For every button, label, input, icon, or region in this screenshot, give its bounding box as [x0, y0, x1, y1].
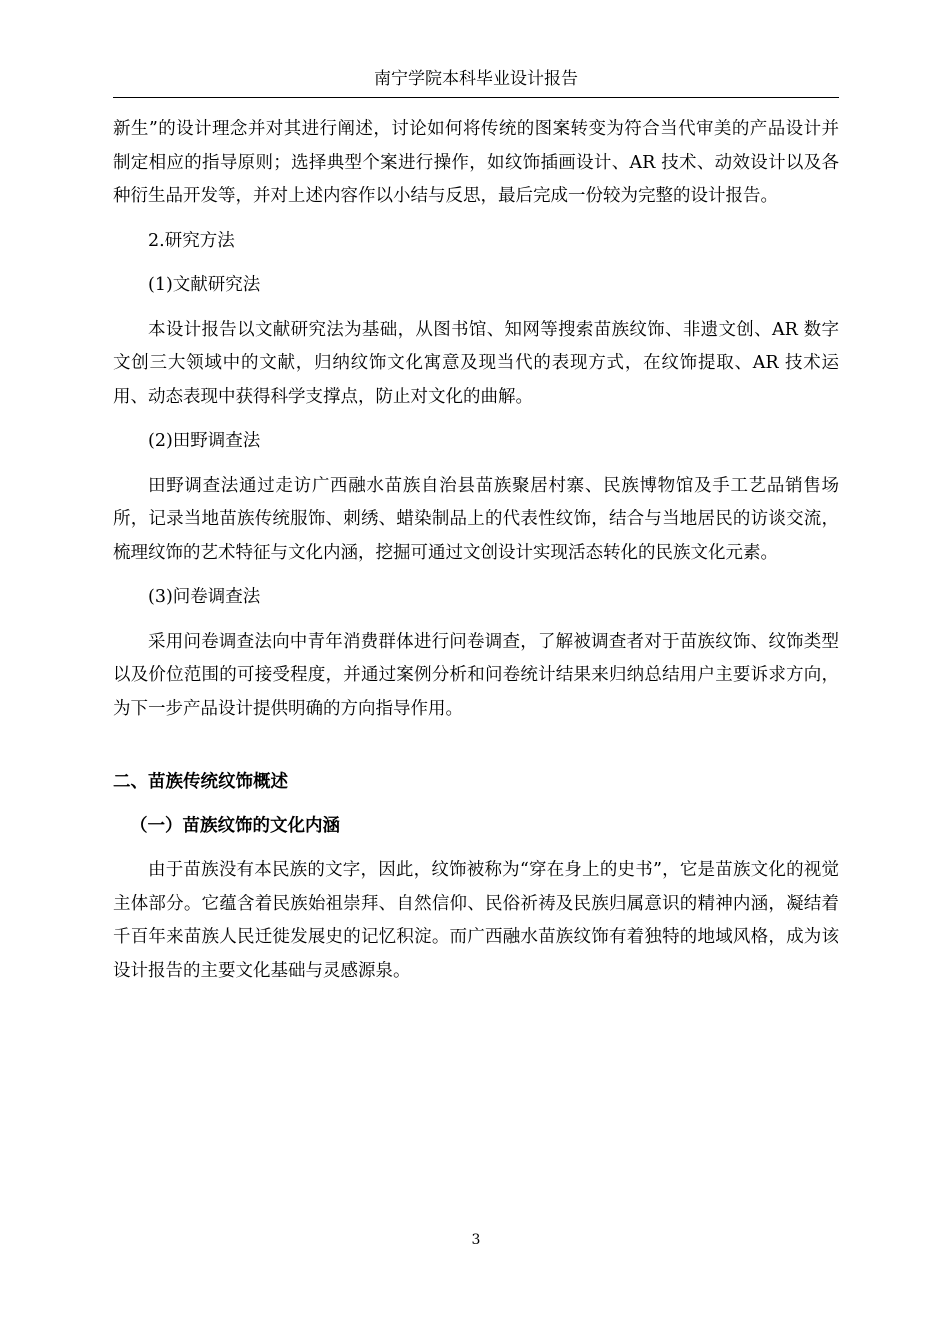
section-2-1-paragraph: 由于苗族没有本民族的文字，因此，纹饰被称为“穿在身上的史书”，它是苗族文化的视觉主体部分。它蕴含着民族始祖崇拜、自然信仰、民俗祈祷及民族归属意识的精神内涵，凝结着千百年来苗族人民迁徙发展史的记忆积淀。而广西融水苗族纹饰有着独特的地域风格，成为该设计报告的主要文化基础与灵感源泉。: [113, 860, 839, 981]
page-header: 南宁学院本科毕业设计报告: [374, 69, 578, 89]
method-questionnaire-paragraph: 采用问卷调查法向中青年消费群体进行问卷调查，了解被调查者对于苗族纹饰、纹饰类型以及价位范围的可接受程度，并通过案例分析和问卷统计结果来归纳总结用户主要诉求方向，为下一步产品设计提供明确的方向指导作用。: [113, 631, 839, 719]
section-2-1-title: （一）苗族纹饰的文化内涵: [130, 815, 340, 836]
section-2-title: 二、苗族传统纹饰概述: [113, 772, 288, 792]
intro-paragraph: 新生”的设计理念并对其进行阐述，讨论如何将传统的图案转变为符合当代审美的产品设计并制定相应的指导原则；选择典型个案进行操作，如纹饰插画设计、AR 技术、动效设计以及各种衍生品开发等，并对上述内容作以小结与反思，最后完成一份较为完整的设计报告。: [113, 119, 839, 206]
page-number: 3: [471, 1232, 481, 1248]
method-fieldwork-paragraph: 田野调查法通过走访广西融水苗族自治县苗族聚居村寨、民族博物馆及手工艺品销售场所，记录当地苗族传统服饰、刺绣、蜡染制品上的代表性纹饰，结合与当地居民的访谈交流，梳理纹饰的艺术特征与文化内涵，挖掘可通过文创设计实现活态转化的民族文化元素。: [113, 475, 839, 563]
method-literature-paragraph: 本设计报告以文献研究法为基础，从图书馆、知网等搜索苗族纹饰、非遗文创、AR 数字文创三大领域中的文献，归纳纹饰文化寓意及现当代的表现方式，在纹饰提取、AR 技术运用、动态表现中获得科学支撑点，防止对文化的曲解。: [113, 319, 839, 407]
method-questionnaire-heading: (3)问卷调查法: [148, 587, 261, 607]
research-methods-heading: 2.研究方法: [148, 230, 235, 251]
header-divider: [113, 97, 839, 98]
page-body: [113, 113, 839, 988]
method-literature-heading: (1)文献研究法: [148, 275, 261, 295]
method-fieldwork-heading: (2)田野调查法: [148, 431, 261, 451]
